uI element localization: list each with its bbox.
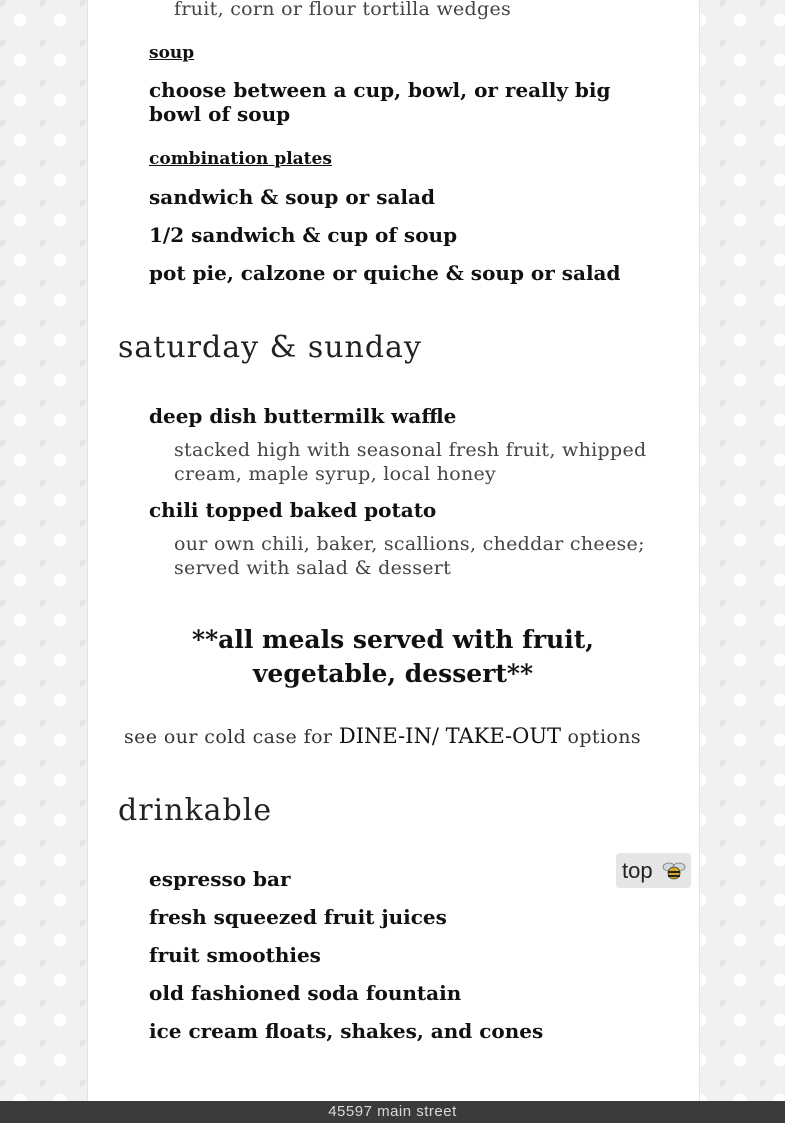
menu-item-waffle: deep dish buttermilk waffle: [149, 404, 457, 428]
menu-item-potato: chili topped baked potato: [149, 498, 437, 522]
cold-case-suffix: options: [567, 726, 642, 748]
waffle-description: stacked high with seasonal fresh fruit, whipped cream, maple syrup, local honey: [174, 439, 647, 485]
combination-plates-subheading: combination plates: [149, 149, 332, 169]
drink-item: old fashioned soda fountain: [149, 981, 462, 1005]
drink-item: fruit smoothies: [149, 943, 321, 967]
top-button-label: top: [622, 857, 653, 883]
drink-item: espresso bar: [149, 867, 291, 891]
tortilla-description: fruit, corn or flour tortilla wedges: [174, 0, 512, 20]
drink-item: fresh squeezed fruit juices: [149, 905, 447, 929]
menu-item-combo: pot pie, calzone or quiche & soup or salad: [149, 261, 621, 285]
meals-note: **all meals served with fruit, vegetable, dessert**: [192, 625, 594, 688]
footer-bar: [0, 1101, 785, 1123]
drink-item: ice cream floats, shakes, and cones: [149, 1019, 544, 1043]
cold-case-line: [124, 724, 641, 748]
section-heading-drinkable: drinkable: [118, 793, 273, 828]
menu-item-soup: choose between a cup, bowl, or really big bowl of soup: [149, 78, 611, 126]
bee-icon: [661, 861, 687, 881]
potato-description: our own chili, baker, scallions, cheddar cheese; served with salad & dessert: [174, 533, 645, 579]
cold-case-prefix: see our cold case for: [124, 726, 333, 748]
menu-item-combo: 1/2 sandwich & cup of soup: [149, 223, 458, 247]
soup-subheading: soup: [149, 43, 195, 63]
cold-case-highlight: DINE-IN/ TAKE-OUT: [338, 724, 562, 748]
back-to-top-button[interactable]: [616, 853, 691, 888]
menu-item-combo: sandwich & soup or salad: [149, 185, 435, 209]
footer-address: 45597 main street: [328, 1103, 457, 1120]
section-heading-weekend: saturday & sunday: [118, 330, 422, 365]
